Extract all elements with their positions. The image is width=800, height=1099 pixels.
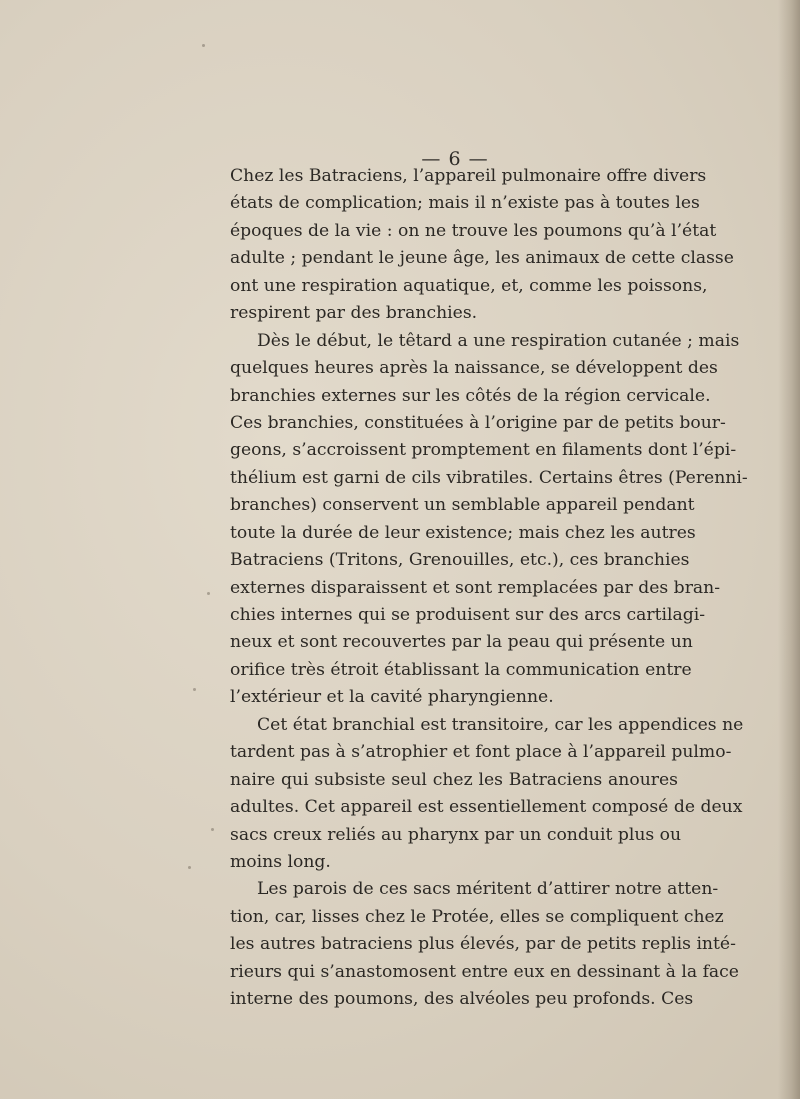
text-line: Dès le début, le têtard a une respiration cutanée ; mais <box>257 330 740 351</box>
text-line: sacs creux reliés au pharynx par un conduit plus ou <box>230 824 682 845</box>
text-line: ont une respiration aquatique, et, comme les poissons, <box>230 275 708 296</box>
text-line: branches) conservent un semblable appareil pendant <box>230 495 695 516</box>
text-line: tion, car, lisses chez le Protée, elles se compliquent chez <box>230 906 724 927</box>
text-line: orifice très étroit établissant la communication entre <box>230 659 692 680</box>
text-line: geons, s’accroissent promptement en filaments dont l’épi- <box>230 440 737 461</box>
text-line: chies internes qui se produisent sur des arcs cartilagi- <box>230 605 706 625</box>
text-line: quelques heures après la naissance, se développent des <box>230 358 718 379</box>
text-line: Batraciens (Tritons, Grenouilles, etc.), ces branchies <box>230 550 690 571</box>
text-line: rieurs qui s’anastomosent entre eux en dessinant à la face <box>230 961 739 982</box>
text-line: tardent pas à s’atrophier et font place à l’appareil pulmo- <box>230 742 732 763</box>
text-line: branchies externes sur les côtés de la région cervicale. <box>230 385 711 406</box>
text-line: Chez les Batraciens, l’appareil pulmonaire offre divers <box>230 166 707 186</box>
paper-speck <box>207 592 210 595</box>
text-line: Cet état branchial est transitoire, car les appendices ne <box>257 714 744 735</box>
text-line: l’extérieur et la cavité pharyngienne. <box>230 687 554 708</box>
text-line: moins long. <box>230 851 331 872</box>
text-line: toute la durée de leur existence; mais chez les autres <box>230 522 696 543</box>
text-line: époques de la vie : on ne trouve les poumons qu’à l’état <box>230 220 717 241</box>
paper-speck <box>193 688 196 691</box>
paper-speck <box>211 828 214 831</box>
body-text <box>230 163 748 1014</box>
text-line: naire qui subsiste seul chez les Batraciens anoures <box>230 769 678 790</box>
text-line: neux et sont recouvertes par la peau qui présente un <box>230 632 693 653</box>
text-line: Les parois de ces sacs méritent d’attirer notre atten- <box>257 879 719 900</box>
paper-speck <box>202 44 205 47</box>
paper-speck <box>188 866 191 869</box>
text-line: thélium est garni de cils vibratiles. Certains êtres (Perenni- <box>230 467 748 488</box>
text-line: adulte ; pendant le jeune âge, les animaux de cette classe <box>230 248 734 269</box>
text-line: les autres batraciens plus élevés, par de petits replis inté- <box>230 934 736 955</box>
paper-speck <box>612 920 615 923</box>
text-line: Ces branchies, constituées à l’origine par de petits bour- <box>230 412 726 433</box>
text-line: états de complication; mais il n’existe pas à toutes les <box>230 193 700 214</box>
page-number: — 6 — <box>421 148 489 170</box>
text-line: interne des poumons, des alvéoles peu profonds. Ces <box>230 989 694 1010</box>
text-line: externes disparaissent et sont remplacées par des bran- <box>230 577 721 598</box>
text-line: respirent par des branchies. <box>230 303 478 324</box>
text-line: adultes. Cet appareil est essentiellement composé de deux <box>230 797 743 818</box>
